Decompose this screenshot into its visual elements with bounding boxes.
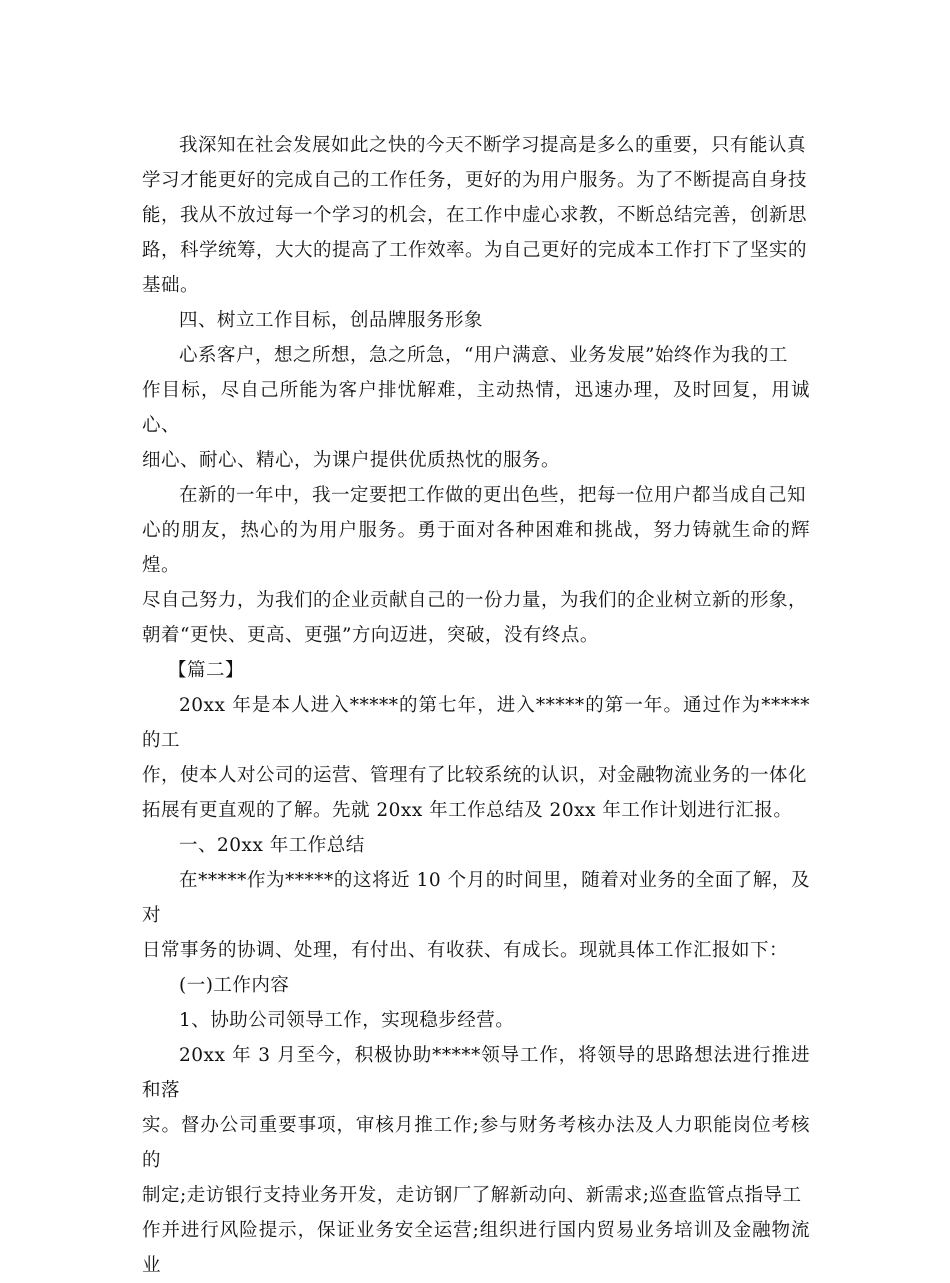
text-line: 心系客户，想之所想，急之所急，“用户满意、业务发展”始终作为我的工 xyxy=(179,345,788,366)
paragraph-new-year xyxy=(142,478,810,653)
paragraph-assist-details xyxy=(142,1038,810,1283)
paragraph-learning xyxy=(142,128,810,303)
text-line: 我深知在社会发展如此之快的今天不断学习提高是多么的重要，只有能认真 xyxy=(179,135,807,156)
text-line: 心的朋友，热心的为用户服务。勇于面对各种困难和挑战，努力铸就生命的辉煌。 xyxy=(142,520,810,576)
text-line: 拓展有更直观的了解。先就 20xx 年工作总结及 20xx 年工作计划进行汇报。 xyxy=(142,800,793,821)
section-heading-goals: 四、树立工作目标，创品牌服务形象 xyxy=(179,310,484,331)
text-line: 20xx 年是本人进入*****的第七年，进入*****的第一年。通过作为*****的工 xyxy=(142,695,810,751)
text-line: 日常事务的协调、处理，有付出、有收获、有成长。现就具体工作汇报如下： xyxy=(142,940,789,961)
text-line: 能，我从不放过每一个学习的机会，在工作中虚心求教，不断总结完善，创新思 xyxy=(142,205,808,226)
item-heading-assist-leadership: 1、协助公司领导工作，实现稳步经营。 xyxy=(179,1010,515,1031)
text-line: 基础。 xyxy=(142,275,200,296)
paragraph-intro-part-two xyxy=(142,688,810,828)
text-line: 在新的一年中，我一定要把工作做的更出色些，把每一位用户都当成自己知 xyxy=(179,485,807,506)
text-line: 实。督办公司重要事项，审核月推工作;参与财务考核办法及人力职能岗位考核的 xyxy=(142,1115,810,1171)
section-heading-summary: 一、20xx 年工作总结 xyxy=(179,835,365,856)
text-line: 作，使本人对公司的运营、管理有了比较系统的认识，对金融物流业务的一体化 xyxy=(142,765,808,786)
text-line: 制定;走访银行支持业务开发，走访钢厂了解新动向、新需求;巡查监管点指导工 xyxy=(142,1185,802,1206)
text-line: 路，科学统筹，大大的提高了工作效率。为自己更好的完成本工作打下了坚实的 xyxy=(142,240,808,261)
text-line: 细心、耐心、精心，为课户提供优质热忱的服务。 xyxy=(142,450,561,471)
text-line: 在*****作为*****的这将近 10 个月的时间里，随着对业务的全面了解，及对 xyxy=(142,870,810,926)
subsection-heading-work-content: (一)工作内容 xyxy=(179,975,290,996)
text-line: 朝着“更快、更高、更强”方向迈进，突破，没有终点。 xyxy=(142,625,599,646)
text-line: 学习才能更好的完成自己的工作任务，更好的为用户服务。为了不断提高自身技 xyxy=(142,170,808,191)
paragraph-customers xyxy=(142,338,810,478)
text-line: 尽自己努力，为我们的企业贡献自己的一份力量，为我们的企业树立新的形象， xyxy=(142,590,808,611)
text-line: 作并进行风险提示，保证业务安全运营;组织进行国内贸易业务培训及金融物流业 xyxy=(142,1220,810,1276)
chapter-title-part-two: 【篇二】 xyxy=(168,660,245,681)
text-line: 作目标，尽自己所能为客户排忧解难，主动热情，迅速办理，及时回复，用诚心、 xyxy=(142,380,810,436)
document-body xyxy=(142,128,810,1283)
paragraph-summary-intro xyxy=(142,863,810,968)
text-line: 20xx 年 3 月至今，积极协助*****领导工作，将领导的思路想法进行推进和落 xyxy=(142,1045,810,1101)
